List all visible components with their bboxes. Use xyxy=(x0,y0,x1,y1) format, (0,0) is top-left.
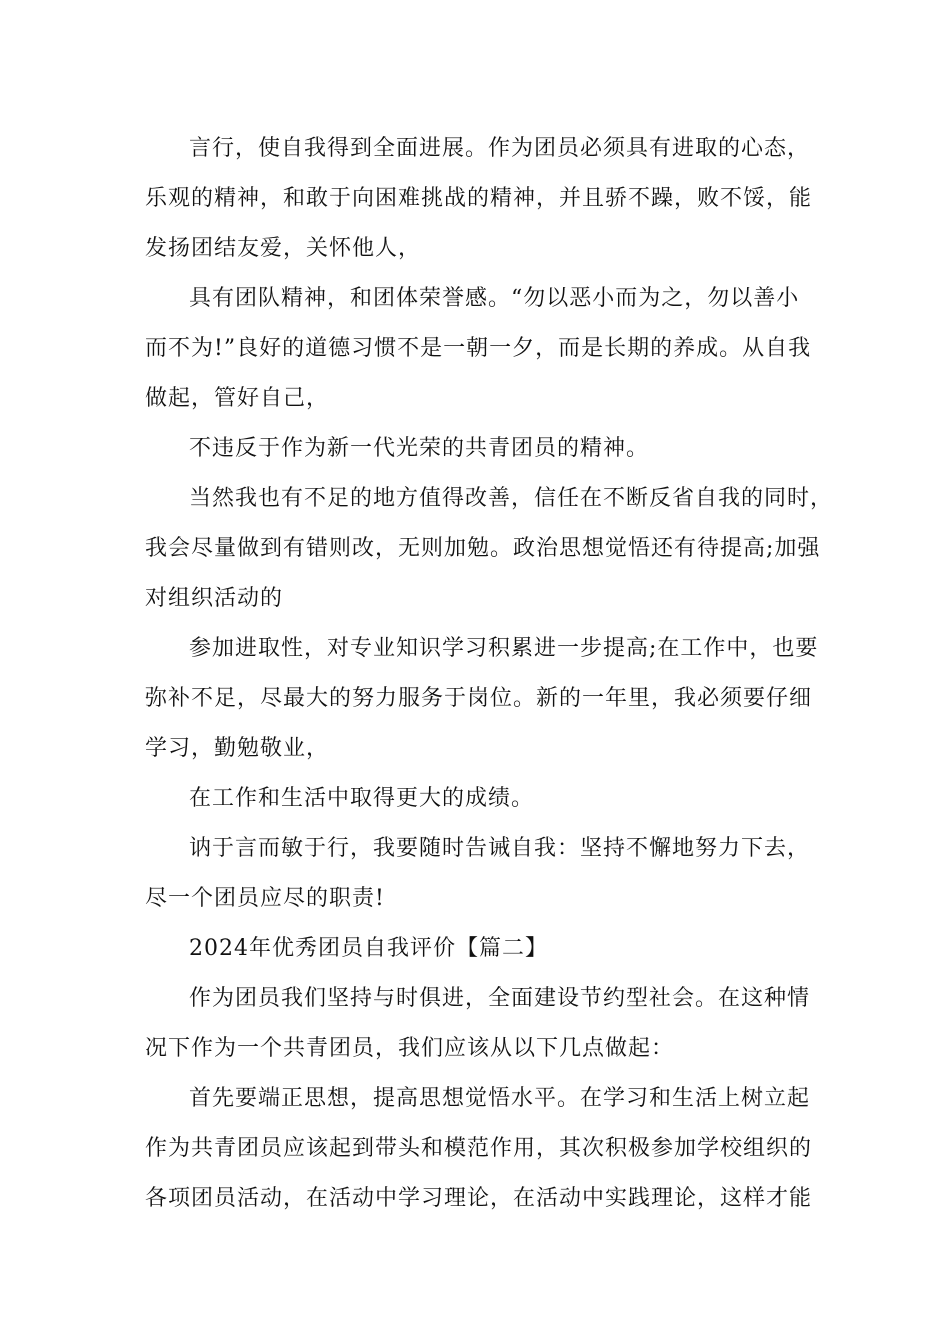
text-line: 而不为!”良好的道德习惯不是一朝一夕，而是长期的养成。从自我 xyxy=(145,336,812,361)
text-line: 不违反于作为新一代光荣的共青团员的精神。 xyxy=(189,436,650,461)
text-line: 当然我也有不足的地方值得改善，信任在不断反省自我的同时， xyxy=(189,486,834,511)
text-line: 各项团员活动，在活动中学习理论，在活动中实践理论，这样才能 xyxy=(145,1186,813,1211)
text-line: 做起，管好自己， xyxy=(145,386,330,411)
section-heading: 2024年优秀团员自我评价【篇二】 xyxy=(189,936,548,961)
text-line: 乐观的精神，和敢于向困难挑战的精神，并且骄不躁，败不馁，能 xyxy=(145,186,813,211)
text-line: 学习，勤勉敬业， xyxy=(145,736,330,761)
text-line: 具有团队精神，和团体荣誉感。“勿以恶小而为之，勿以善小 xyxy=(189,286,800,311)
text-line: 况下作为一个共青团员，我们应该从以下几点做起： xyxy=(145,1036,675,1061)
text-line: 在工作和生活中取得更大的成绩。 xyxy=(189,786,535,811)
text-line: 弥补不足，尽最大的努力服务于岗位。新的一年里，我必须要仔细 xyxy=(145,686,813,711)
text-line: 言行，使自我得到全面进展。作为团员必须具有进取的心态， xyxy=(189,136,811,161)
text-line: 发扬团结友爱，关怀他人， xyxy=(145,236,422,261)
text-line: 作为团员我们坚持与时俱进，全面建设节约型社会。在这种情 xyxy=(189,986,811,1011)
text-line: 参加进取性，对专业知识学习积累进一步提高;在工作中，也要 xyxy=(189,636,819,661)
text-line: 对组织活动的 xyxy=(145,586,284,611)
text-line: 尽一个团员应尽的职责! xyxy=(145,886,385,911)
text-line: 首先要端正思想，提高思想觉悟水平。在学习和生活上树立起 xyxy=(189,1086,811,1111)
text-line: 我会尽量做到有错则改，无则加勉。政治思想觉悟还有待提高;加强 xyxy=(145,536,821,561)
text-line: 作为共青团员应该起到带头和模范作用，其次积极参加学校组织的 xyxy=(145,1136,813,1161)
text-line: 讷于言而敏于行，我要随时告诫自我：坚持不懈地努力下去， xyxy=(189,836,811,861)
